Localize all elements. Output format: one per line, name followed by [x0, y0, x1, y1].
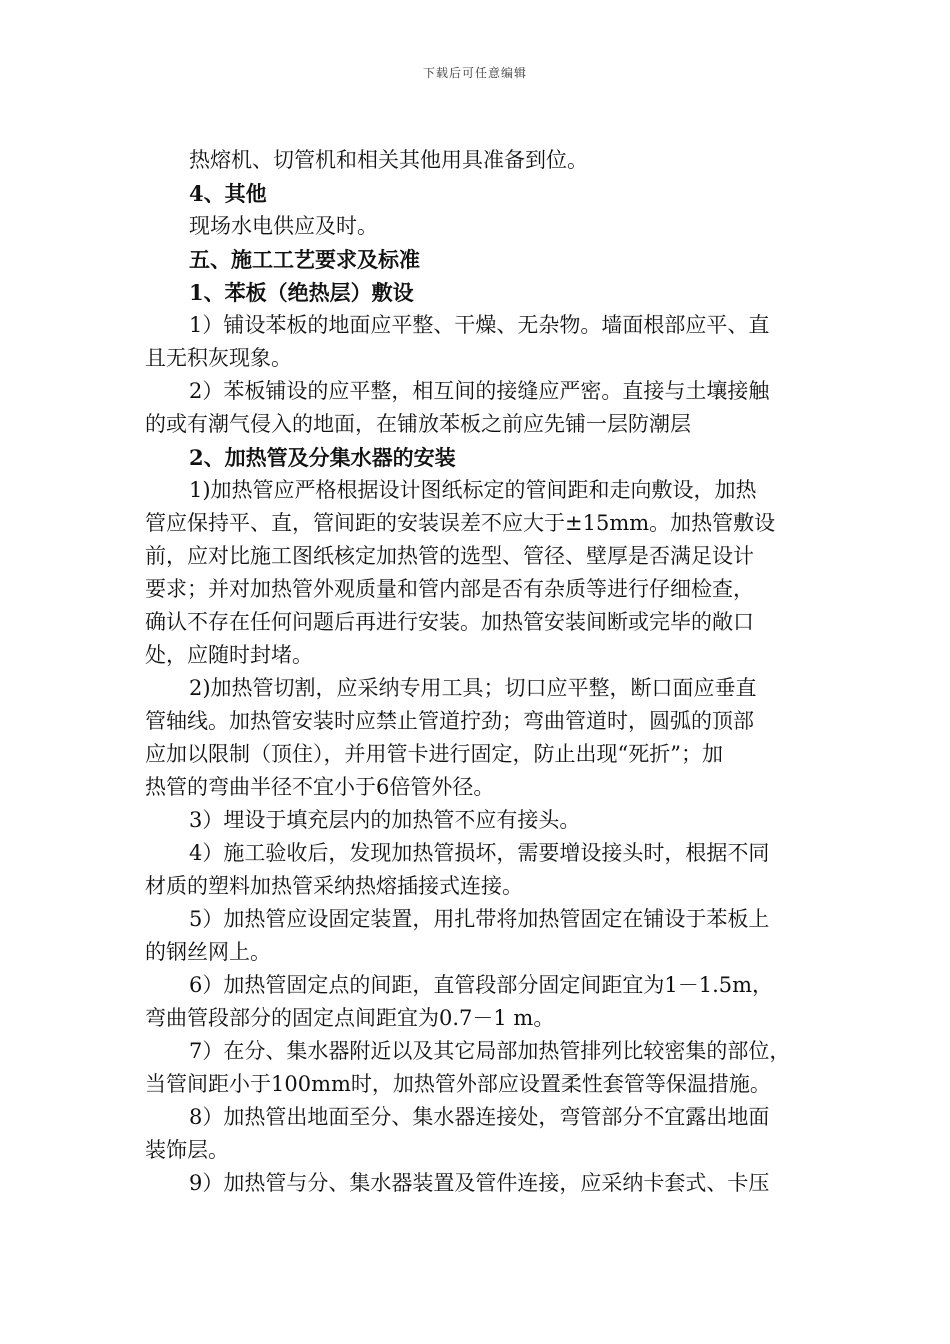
paragraph-utilities: 现场水电供应及时。 — [189, 214, 378, 238]
text-line: 热管的弯曲半径不宜小于6倍管外径。 — [145, 775, 495, 799]
paragraph-insulation-2 — [145, 375, 813, 441]
text-line: 弯曲管段部分的固定点间距宜为0.7－1 m。 — [145, 1006, 555, 1030]
paragraph-pipe-1 — [145, 474, 813, 672]
heading-other: 4、其他 — [189, 181, 267, 206]
paragraph-tools: 热熔机、切管机和相关其他用具准备到位。 — [189, 148, 588, 172]
text-line: 的钢丝网上。 — [145, 940, 271, 964]
text-line: 1）铺设苯板的地面应平整、干燥、无杂物。墙面根部应平、直 — [189, 313, 770, 337]
heading-heating-pipe: 2、加热管及分集水器的安装 — [189, 445, 456, 470]
heading-insulation: 1、苯板（绝热层）敷设 — [189, 280, 414, 305]
paragraph-insulation-1 — [145, 309, 813, 375]
paragraph-pipe-8 — [145, 1101, 813, 1167]
paragraph-pipe-9 — [145, 1167, 813, 1200]
document-body — [145, 144, 813, 1200]
text-line: 确认不存在任何问题后再进行安装。加热管安装间断或完毕的敞口 — [145, 610, 754, 634]
paragraph-pipe-2 — [145, 672, 813, 804]
text-line: 7）在分、集水器附近以及其它局部加热管排列比较密集的部位， — [189, 1039, 791, 1063]
text-line: 1)加热管应严格根据设计图纸标定的管间距和走向敷设，加热 — [189, 478, 757, 502]
text-line: 管轴线。加热管安装时应禁止管道拧劲；弯曲管道时，圆弧的顶部 — [145, 709, 754, 733]
text-line: 前，应对比施工图纸核定加热管的选型、管径、壁厚是否满足设计 — [145, 544, 754, 568]
text-line: 2）苯板铺设的应平整，相互间的接缝应严密。直接与土壤接触 — [189, 379, 770, 403]
text-line: 装饰层。 — [145, 1138, 229, 1162]
paragraph-pipe-6 — [145, 969, 813, 1035]
header-note: 下载后可任意编辑 — [422, 66, 527, 80]
paragraph-pipe-4 — [145, 837, 813, 903]
text-line: 当管间距小于100mm时，加热管外部应设置柔性套管等保温措施。 — [145, 1072, 771, 1096]
paragraph-pipe-7 — [145, 1035, 813, 1101]
text-line: 的或有潮气侵入的地面，在铺放苯板之前应先铺一层防潮层 — [145, 412, 691, 436]
text-line: 9）加热管与分、集水器装置及管件连接，应采纳卡套式、卡压 — [189, 1171, 770, 1195]
text-line: 4）施工验收后，发现加热管损坏，需要增设接头时，根据不同 — [189, 841, 770, 865]
text-line: 管应保持平、直，管间距的安装误差不应大于±15mm。加热管敷设 — [145, 511, 776, 535]
text-line: 2)加热管切割，应采纳专用工具；切口应平整，断口面应垂直 — [189, 676, 757, 700]
text-line: 应加以限制（顶住），并用管卡进行固定，防止出现“死折”；加 — [145, 742, 723, 766]
text-line: 8）加热管出地面至分、集水器连接处，弯管部分不宜露出地面 — [189, 1105, 770, 1129]
text-line: 且无积灰现象。 — [145, 346, 292, 370]
text-line: 材质的塑料加热管采纳热熔插接式连接。 — [145, 874, 523, 898]
heading-section-5: 五、施工工艺要求及标准 — [189, 247, 420, 272]
text-line: 要求；并对加热管外观质量和管内部是否有杂质等进行仔细检查， — [145, 577, 754, 601]
paragraph-pipe-5 — [145, 903, 813, 969]
text-line: 处，应随时封堵。 — [145, 643, 313, 667]
paragraph-pipe-3: 3）埋设于填充层内的加热管不应有接头。 — [189, 808, 581, 832]
text-line: 5）加热管应设固定装置，用扎带将加热管固定在铺设于苯板上 — [189, 907, 770, 931]
text-line: 6）加热管固定点的间距，直管段部分固定间距宜为1－1.5m， — [189, 973, 774, 997]
